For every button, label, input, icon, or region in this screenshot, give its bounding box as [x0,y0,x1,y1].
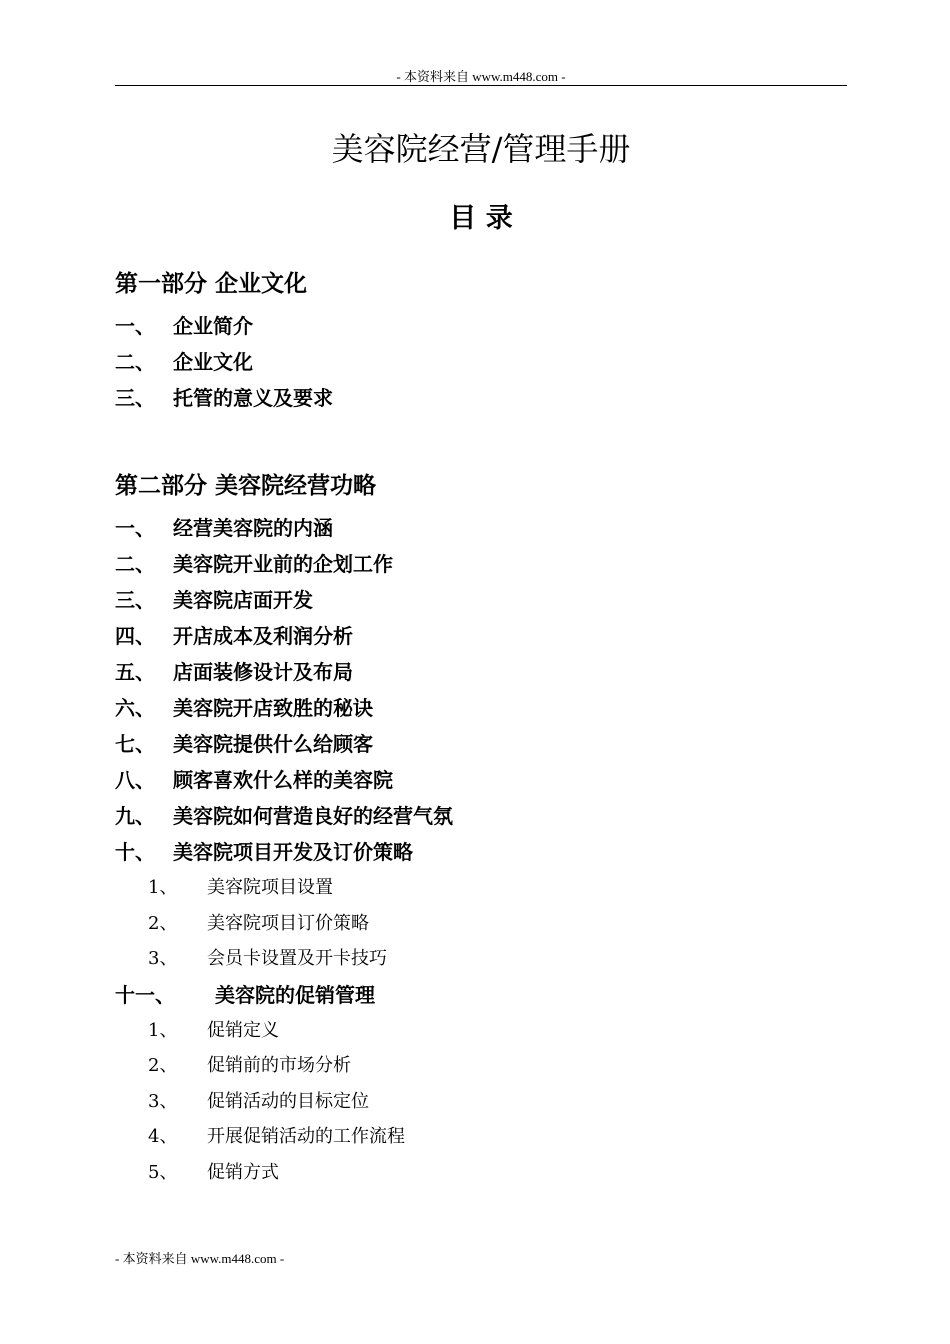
toc-item-number: 六、 [115,696,155,720]
toc-subitem-label: 促销方式 [207,1161,279,1183]
toc-item [115,546,847,582]
page-footer: - 本资料来自 www.m448.com - [115,1251,285,1266]
header-divider [115,85,847,86]
toc-item-number: 十一、 [115,982,175,1007]
toc-item [115,690,847,726]
toc-subitem [115,870,847,906]
toc-subitem-number: 3、 [148,948,178,969]
toc-item-label: 企业简介 [173,314,253,338]
toc-item [115,510,847,546]
toc-part-1-title: 第一部分 企业文化 [115,270,308,297]
toc-item-number: 五、 [115,660,155,684]
toc-item [115,798,847,834]
toc-subitem-label: 会员卡设置及开卡技巧 [207,948,387,969]
toc-item [115,582,847,618]
toc-item-label: 美容院的促销管理 [215,982,375,1007]
toc-subitem-label: 美容院项目设置 [207,877,333,898]
toc-item [115,618,847,654]
toc-item-number: 九、 [115,804,155,828]
toc-item-label: 顾客喜欢什么样的美容院 [173,768,393,792]
toc-item-label: 美容院开店致胜的秘诀 [173,696,373,720]
toc-item-label: 美容院如何营造良好的经营气氛 [173,804,453,828]
toc-item [115,344,847,380]
toc-subitem-label: 促销定义 [207,1019,279,1041]
toc-item-number: 七、 [115,732,155,756]
toc-subitem-label: 美容院项目订价策略 [207,912,369,934]
toc-item [115,977,847,1013]
toc-item-label: 企业文化 [173,350,253,374]
toc-item-number: 二、 [115,350,155,374]
document-title: 美容院经营/管理手册 [331,130,631,168]
toc-item-number: 八、 [115,768,155,792]
toc-item [115,834,847,870]
toc-item [115,308,847,344]
toc-subitem-label: 促销活动的目标定位 [207,1090,369,1112]
toc-item-number: 一、 [115,516,155,540]
toc-subitem-number: 4、 [148,1126,178,1147]
toc-subitem-number: 3、 [148,1090,178,1112]
toc-subitem [115,941,847,977]
toc-subitem-label: 促销前的市场分析 [207,1055,351,1076]
toc-item-number: 三、 [115,386,155,410]
toc-item [115,762,847,798]
toc-item [115,654,847,690]
toc-item [115,726,847,762]
toc-item-label: 美容院项目开发及订价策略 [173,840,413,864]
toc-item-number: 一、 [115,314,155,338]
toc-item-label: 托管的意义及要求 [173,386,333,410]
toc-subitem-number: 2、 [148,1055,178,1076]
table-of-contents [115,262,847,1190]
toc-item-label: 开店成本及利润分析 [173,624,353,648]
toc-subitem [115,906,847,942]
page-header: - 本资料来自 www.m448.com - [396,69,566,84]
toc-subitem [115,1155,847,1191]
toc-item-label: 经营美容院的内涵 [173,516,333,540]
toc-item-number: 四、 [115,624,155,648]
toc-subitem-number: 1、 [148,877,178,898]
toc-heading: 目 录 [449,203,513,234]
toc-subitem-number: 5、 [148,1161,178,1183]
toc-subitem-label: 开展促销活动的工作流程 [207,1126,405,1147]
toc-item-number: 十、 [115,840,155,864]
toc-subitem [115,1084,847,1120]
toc-item-label: 美容院开业前的企划工作 [173,552,393,576]
toc-item-label: 美容院提供什么给顾客 [173,732,373,756]
toc-item-label: 美容院店面开发 [173,588,313,612]
toc-part-2-title: 第二部分 美容院经营功略 [115,472,377,499]
toc-item-number: 二、 [115,552,155,576]
toc-item-number: 三、 [115,588,155,612]
toc-subitem [115,1119,847,1155]
toc-item [115,380,847,416]
toc-subitem-number: 1、 [148,1019,178,1041]
toc-item-label: 店面装修设计及布局 [173,660,353,684]
toc-subitem-number: 2、 [148,912,178,934]
toc-subitem [115,1048,847,1084]
toc-subitem [115,1013,847,1049]
